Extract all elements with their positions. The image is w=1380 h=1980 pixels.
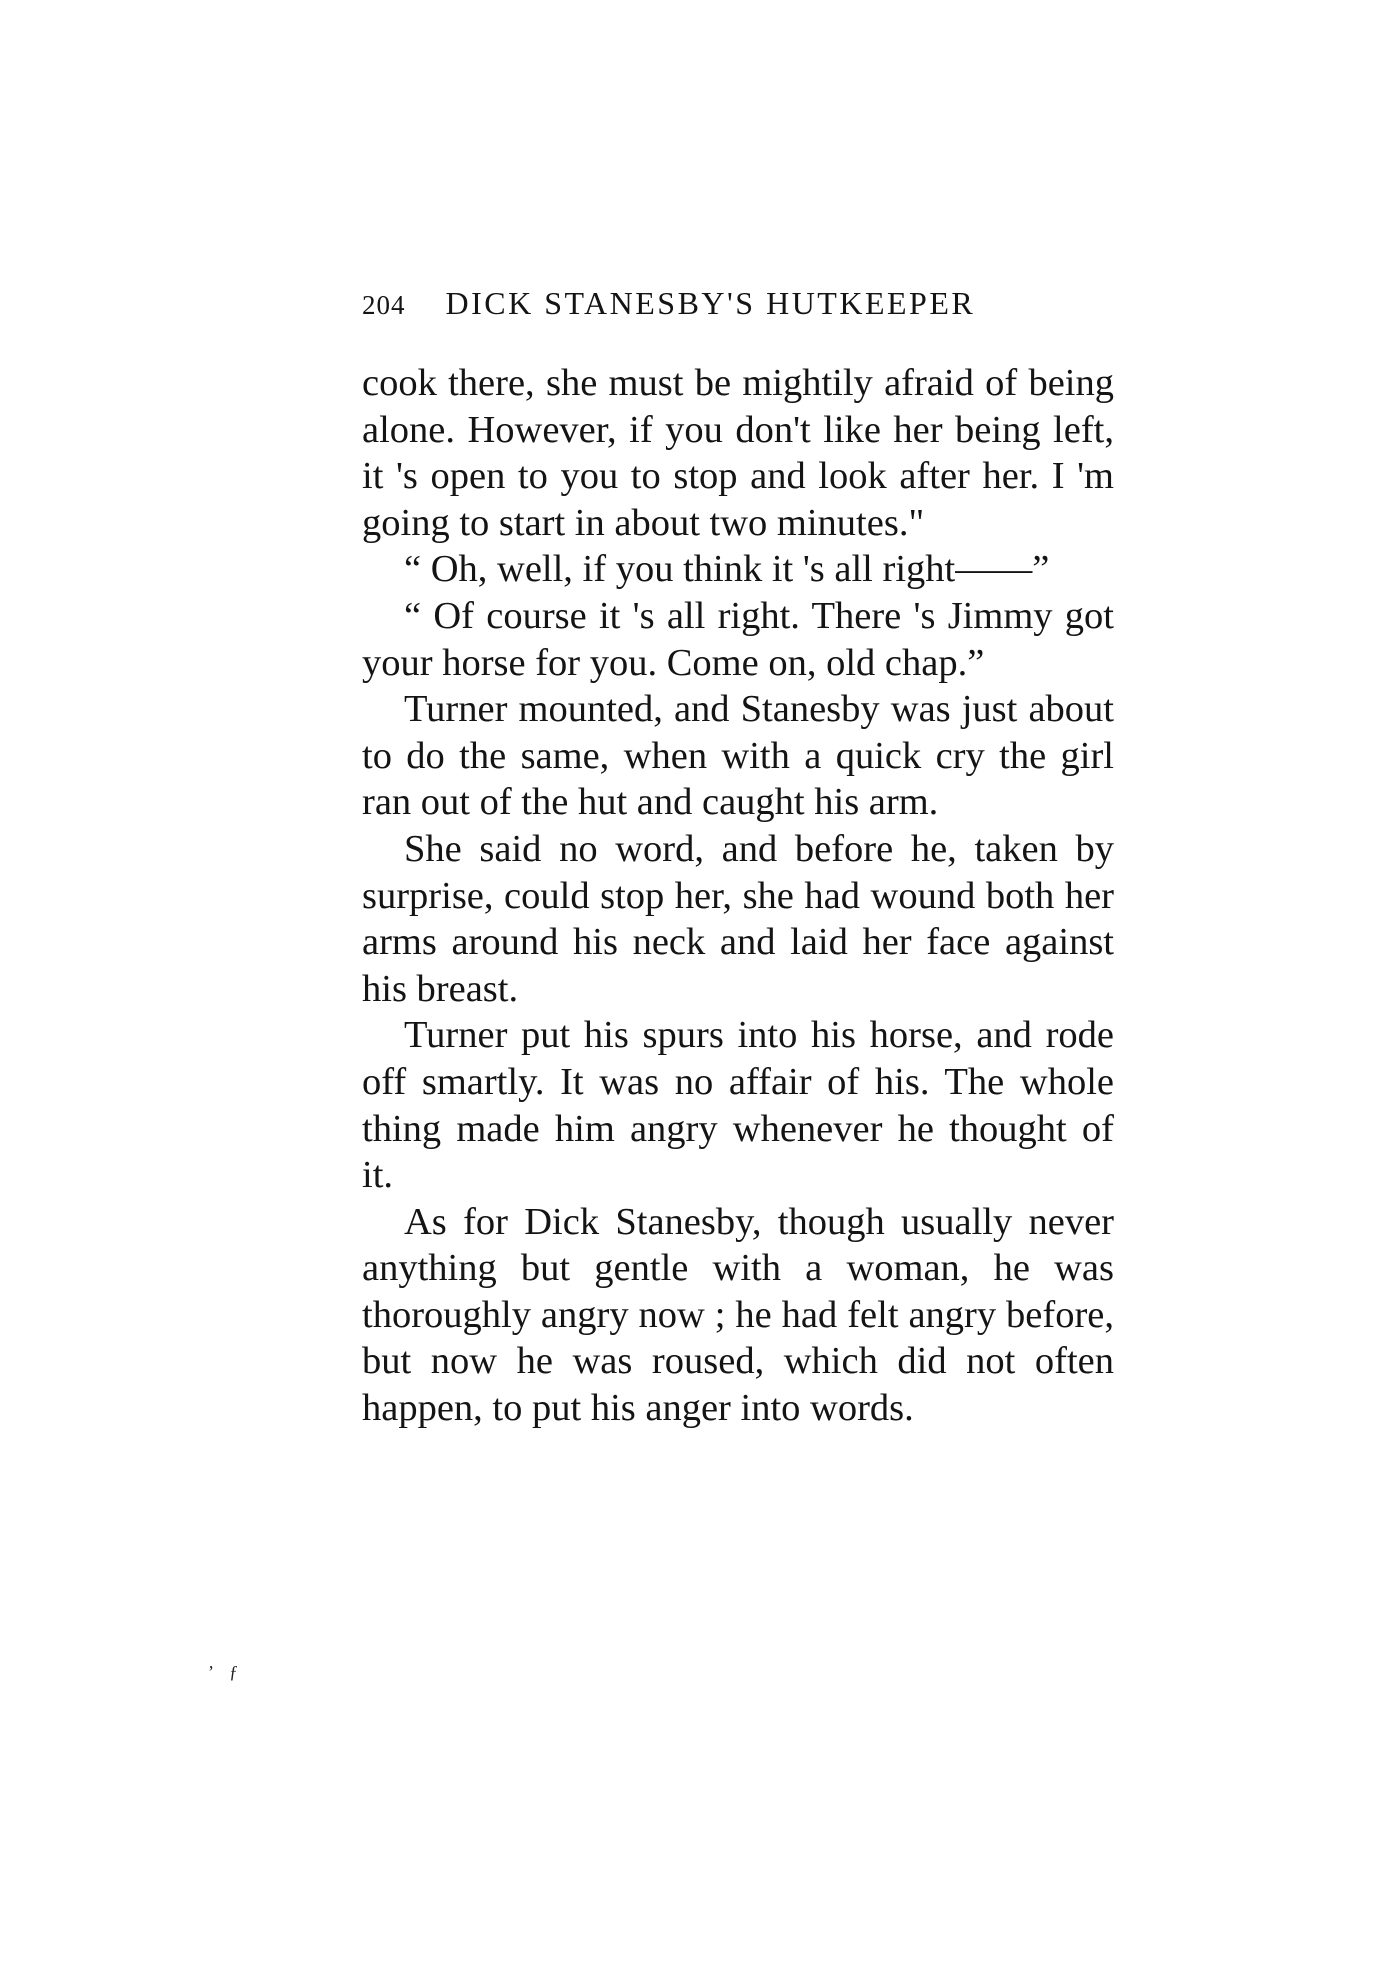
footer-marks: ’ ƒ [208,1662,245,1682]
paragraph-turner-rode-off: Turner put his spurs into his horse, and rode off smartly. It was no affair of his. The whole thing made him angry whenever he thought of it. [362,1014,1114,1197]
paragraph-she-said-no-word: She said no word, and before he, taken by surprise, could stop her, she had wound both her arms around his neck and laid her face against his breast. [362,827,1114,1010]
page-number: 204 [362,290,406,320]
paragraph-dialogue-oh-well: “ Oh, well, if you think it 's all right——” [404,548,1050,591]
paragraph-dialogue-of-course: “ Of course it 's all right. There 's Jimmy got your horse for you. Come on, old chap.” [362,594,1114,684]
running-head [362,285,1122,322]
paragraph-turner-mounted: Turner mounted, and Stanesby was just about to do the same, when with a quick cry the girl ran out of the hut and caught his arm. [362,688,1114,824]
paragraph-continuation: cook there, she must be mightily afraid of being alone. However, if you don't like her being left, it 's open to you to stop and look after her. I 'm going to start in about two minutes." [362,362,1114,544]
running-title: DICK STANESBY'S HUTKEEPER [445,285,976,321]
body-text [362,360,1114,1432]
paragraph-dick-stanesby-angry: As for Dick Stanesby, though usually never anything but gentle with a woman, he was thoroughly angry now ; he had felt angry before, but now he was roused, which did not often happen, to put his anger into words. [362,1200,1114,1430]
